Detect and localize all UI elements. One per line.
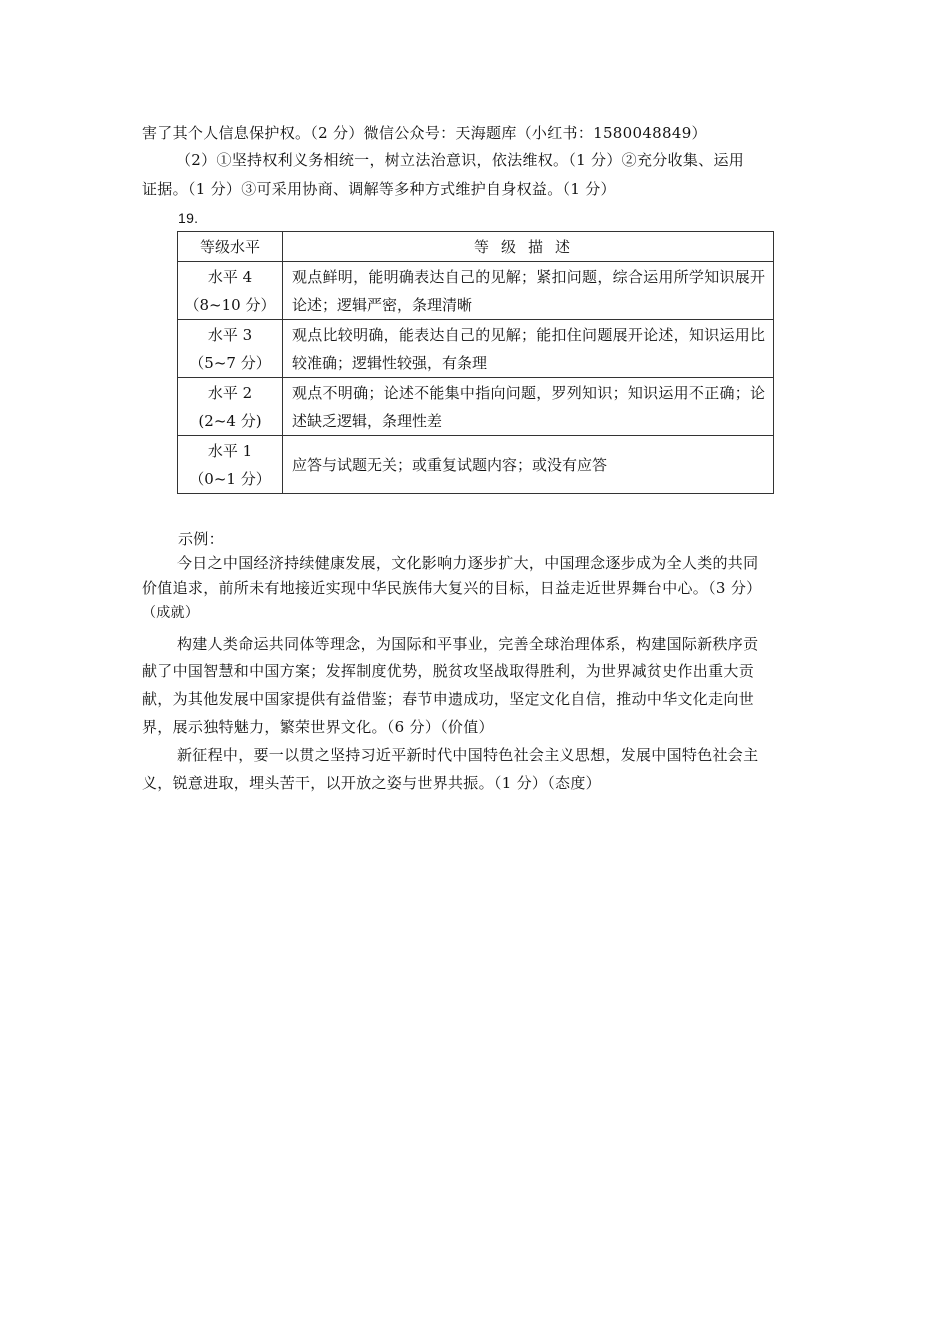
level-cell: [178, 378, 283, 436]
table-row: [178, 262, 774, 320]
intro-line-2: （2）①坚持权利义务相统一，树立法治意识，依法维权。（1 分）②充分收集、运用: [176, 151, 745, 169]
table-row: [178, 320, 774, 378]
example-p2-line-3: 献，为其他发展中国家提供有益借鉴；春节申遗成功，坚定文化自信，推动中华文化走向世: [142, 690, 755, 708]
intro-line-3: 证据。（1 分）③可采用协商、调解等多种方式维护自身权益。（1 分）: [142, 180, 616, 198]
level-name: 水平 2: [207, 383, 253, 402]
level-range: （0~1 分）: [189, 469, 271, 488]
table-header-row: [178, 232, 774, 262]
table-row: [178, 436, 774, 494]
level-range: （8~10 分）: [184, 295, 276, 314]
header-desc-text: 等级描述: [473, 238, 582, 256]
level-cell: [178, 262, 283, 320]
example-label: 示例：: [178, 530, 224, 548]
example-p2-line-4: 界，展示独特魅力，繁荣世界文化。（6 分）（价值）: [142, 718, 494, 736]
level-desc: 观点鲜明，能明确表达自己的见解；紧扣问题，综合运用所学知识展开论述；逻辑严密，条理清晰: [283, 262, 774, 320]
example-p1-line-2: 价值追求，前所未有地接近实现中华民族伟大复兴的目标，日益走近世界舞台中心。（3 分）: [142, 579, 762, 597]
header-desc: [283, 232, 774, 262]
question-number: 19.: [178, 210, 199, 226]
example-p1-line-3: （成就）: [142, 605, 200, 621]
level-name: 水平 4: [207, 267, 253, 286]
level-range: （5~7 分）: [189, 353, 271, 372]
level-cell: [178, 320, 283, 378]
example-p3-line-1: 新征程中，要一以贯之坚持习近平新时代中国特色社会主义思想，发展中国特色社会主: [177, 746, 759, 764]
level-range: (2~4 分): [198, 411, 262, 430]
level-name: 水平 3: [207, 325, 253, 344]
example-p2-line-2: 献了中国智慧和中国方案；发挥制度优势，脱贫攻坚战取得胜利，为世界减贫史作出重大贡: [142, 662, 755, 680]
example-p1-line-1: 今日之中国经济持续健康发展，文化影响力逐步扩大，中国理念逐步成为全人类的共同: [177, 554, 759, 572]
level-desc: 观点不明确；论述不能集中指向问题，罗列知识；知识运用不正确；论述缺乏逻辑，条理性差: [283, 378, 774, 436]
level-name: 水平 1: [207, 441, 253, 460]
intro-line-1: 害了其个人信息保护权。（2 分）微信公众号：天海题库（小红书：1580048849）: [142, 124, 707, 142]
example-p3-line-2: 义，锐意进取，埋头苦干，以开放之姿与世界共振。（1 分）（态度）: [142, 774, 601, 792]
level-cell: [178, 436, 283, 494]
table-row: [178, 378, 774, 436]
level-desc: 观点比较明确，能表达自己的见解；能扣住问题展开论述，知识运用比较准确；逻辑性较强，有条理: [283, 320, 774, 378]
grading-table: [177, 231, 774, 494]
level-desc: 应答与试题无关；或重复试题内容；或没有应答: [283, 436, 774, 494]
header-level: 等级水平: [178, 232, 283, 262]
example-p2-line-1: 构建人类命运共同体等理念，为国际和平事业，完善全球治理体系，构建国际新秩序贡: [177, 635, 759, 653]
